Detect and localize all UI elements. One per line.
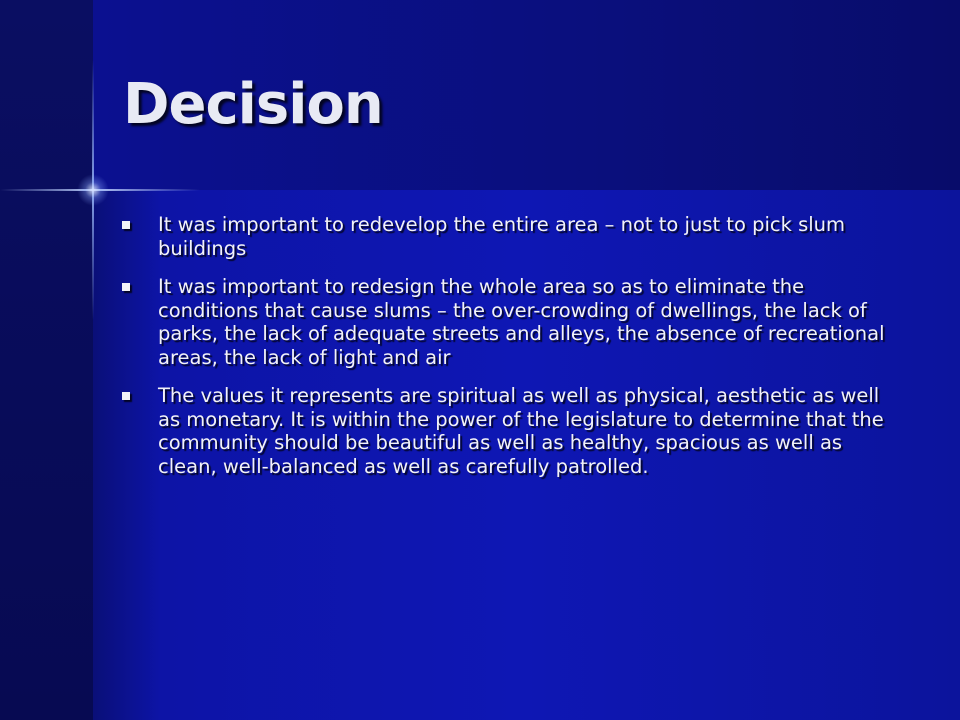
- bullet-text: The values it represents are spiritual as well as physical, aesthetic as well as monetary. It is within the power of the legislature to determine that the community should be beautiful as well as healthy, spacious as well as clean, well-balanced as well as carefully patrolled.: [158, 384, 884, 478]
- bullet-list: [118, 213, 898, 493]
- bullet-item: [118, 275, 898, 369]
- light-flare-glow: [77, 174, 109, 206]
- bullet-text: It was important to redesign the whole area so as to eliminate the conditions that cause slums – the over-crowding of dwellings, the lack of parks, the lack of adequate streets and alleys, the absence of recreational areas, the lack of light and air: [158, 275, 885, 369]
- square-bullet-icon: [122, 283, 130, 291]
- bullet-text: It was important to redevelop the entire area – not to just to pick slum buildings: [158, 213, 846, 260]
- bullet-item: [118, 384, 898, 478]
- slide-title: Decision: [123, 72, 383, 137]
- left-background-band: [0, 0, 93, 720]
- square-bullet-icon: [122, 392, 130, 400]
- bullet-item: [118, 213, 898, 260]
- square-bullet-icon: [122, 221, 130, 229]
